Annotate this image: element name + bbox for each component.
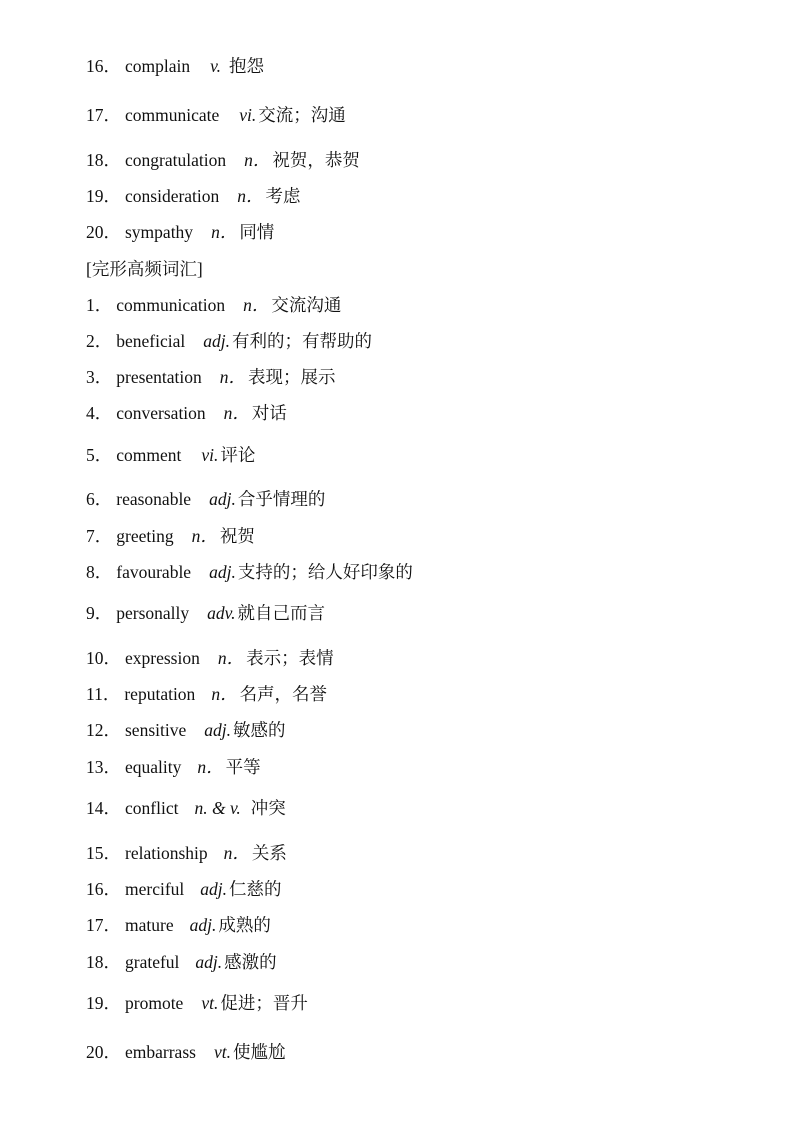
item-word: communicate <box>125 105 220 125</box>
item-word: sensitive <box>125 720 187 740</box>
item-word: reputation <box>124 684 196 704</box>
item-pos: adv. <box>207 603 236 623</box>
item-pos: n． <box>223 403 250 423</box>
item-pos: adj. <box>209 562 236 582</box>
item-meaning: 抱怨 <box>228 56 264 76</box>
item-meaning: 平等 <box>225 757 261 777</box>
item-number: 20． <box>86 1042 121 1062</box>
vocab-item <box>86 683 327 705</box>
item-number: 3． <box>86 367 113 387</box>
vocab-item <box>86 104 346 126</box>
item-number: 12． <box>86 720 121 740</box>
item-word: personally <box>116 603 190 623</box>
item-number: 7． <box>86 526 113 546</box>
item-number: 5． <box>86 445 113 465</box>
item-number: 18． <box>86 150 121 170</box>
item-pos: adj. <box>189 915 217 935</box>
vocab-item <box>86 185 301 207</box>
item-number: 6． <box>86 489 113 509</box>
vocab-item <box>86 366 336 388</box>
item-word: presentation <box>116 367 202 387</box>
item-pos: adj. <box>204 720 231 740</box>
item-pos: n． <box>197 757 224 777</box>
item-meaning: 祝贺 <box>219 526 255 546</box>
vocab-item <box>86 602 325 624</box>
item-word: beneficial <box>116 331 186 351</box>
item-meaning: 冲突 <box>250 798 286 818</box>
item-word: expression <box>125 648 200 668</box>
item-word: complain <box>125 56 191 76</box>
item-meaning: 有利的；有帮助的 <box>231 331 372 351</box>
item-word: reasonable <box>116 489 192 509</box>
item-meaning: 同情 <box>239 222 275 242</box>
item-meaning: 对话 <box>251 403 287 423</box>
item-meaning: 促进；晋升 <box>220 993 308 1013</box>
item-meaning: 祝贺，恭贺 <box>272 150 360 170</box>
item-word: comment <box>116 445 182 465</box>
item-pos: n． <box>211 684 238 704</box>
item-word: relationship <box>125 843 208 863</box>
item-word: communication <box>116 295 226 315</box>
item-meaning: 表示；表情 <box>246 648 334 668</box>
item-meaning: 敏感的 <box>233 720 286 740</box>
item-meaning: 就自己而言 <box>237 603 325 623</box>
vocab-item <box>86 55 264 77</box>
item-number: 19． <box>86 993 121 1013</box>
item-number: 19． <box>86 186 121 206</box>
item-number: 15． <box>86 843 121 863</box>
item-word: promote <box>125 993 184 1013</box>
item-word: conflict <box>125 798 179 818</box>
item-number: 2． <box>86 331 113 351</box>
item-number: 13． <box>86 757 121 777</box>
item-word: sympathy <box>125 222 194 242</box>
vocab-item <box>86 647 334 669</box>
vocab-item <box>86 488 325 510</box>
item-number: 10． <box>86 648 121 668</box>
vocab-item <box>86 149 360 171</box>
item-number: 11． <box>86 684 121 704</box>
item-meaning: 感激的 <box>224 952 277 972</box>
item-pos: n． <box>223 843 250 863</box>
item-word: merciful <box>125 879 185 899</box>
item-pos: n． <box>211 222 238 242</box>
vocab-item <box>86 221 274 243</box>
item-meaning: 成熟的 <box>218 915 271 935</box>
item-pos: adj. <box>209 489 236 509</box>
vocab-item <box>86 756 261 778</box>
item-number: 20． <box>86 222 121 242</box>
item-meaning: 表现；展示 <box>248 367 336 387</box>
item-number: 17． <box>86 105 121 125</box>
item-number: 18． <box>86 952 121 972</box>
vocab-item <box>86 444 255 466</box>
item-pos: v. <box>210 56 221 76</box>
item-pos: n． <box>237 186 264 206</box>
item-pos: n． <box>219 367 247 387</box>
item-number: 4． <box>86 403 113 423</box>
item-number: 8． <box>86 562 113 582</box>
vocab-item <box>86 878 282 900</box>
vocab-item <box>86 525 255 547</box>
item-pos: vt. <box>201 993 219 1013</box>
item-meaning: 支持的；给人好印象的 <box>237 562 413 582</box>
vocab-item <box>86 402 287 424</box>
item-word: conversation <box>116 403 206 423</box>
vocab-item <box>86 561 413 583</box>
vocab-item <box>86 914 271 936</box>
item-number: 16． <box>86 56 121 76</box>
item-meaning: 交流；沟通 <box>258 105 346 125</box>
item-pos: adj. <box>195 952 223 972</box>
item-word: congratulation <box>125 150 227 170</box>
item-word: greeting <box>116 526 174 546</box>
item-meaning: 名声，名誉 <box>239 684 328 704</box>
item-pos: n． <box>243 295 270 315</box>
item-pos: vi. <box>239 105 257 125</box>
vocab-item <box>86 842 287 864</box>
vocab-item <box>86 330 372 352</box>
item-number: 17． <box>86 915 121 935</box>
item-pos: vi. <box>201 445 219 465</box>
vocab-item <box>86 797 286 819</box>
item-word: embarrass <box>125 1042 196 1062</box>
item-pos: adj. <box>203 331 230 351</box>
item-pos: vt. <box>213 1042 231 1062</box>
item-word: favourable <box>116 562 192 582</box>
item-word: mature <box>125 915 174 935</box>
item-number: 16． <box>86 879 121 899</box>
item-meaning: 合乎情理的 <box>237 489 326 509</box>
item-word: equality <box>125 757 182 777</box>
item-meaning: 考虑 <box>265 186 301 206</box>
vocab-item <box>86 1041 285 1063</box>
item-word: grateful <box>125 952 180 972</box>
item-number: 1． <box>86 295 113 315</box>
item-meaning: 交流沟通 <box>271 295 342 315</box>
item-pos: n. & v. <box>194 798 241 818</box>
vocab-item <box>86 719 286 741</box>
item-number: 9． <box>86 603 113 623</box>
item-pos: n． <box>244 150 271 170</box>
item-meaning: 评论 <box>220 445 256 465</box>
vocab-item <box>86 951 277 973</box>
vocab-item <box>86 294 341 316</box>
item-number: 14． <box>86 798 121 818</box>
item-pos: n． <box>217 648 245 668</box>
item-meaning: 关系 <box>251 843 287 863</box>
item-meaning: 使尴尬 <box>232 1042 286 1062</box>
item-meaning: 仁慈的 <box>229 879 282 899</box>
section-heading: [完形高频词汇] <box>86 259 203 279</box>
vocab-item <box>86 992 308 1014</box>
item-pos: n． <box>191 526 218 546</box>
item-word: consideration <box>125 186 220 206</box>
item-pos: adj. <box>200 879 228 899</box>
